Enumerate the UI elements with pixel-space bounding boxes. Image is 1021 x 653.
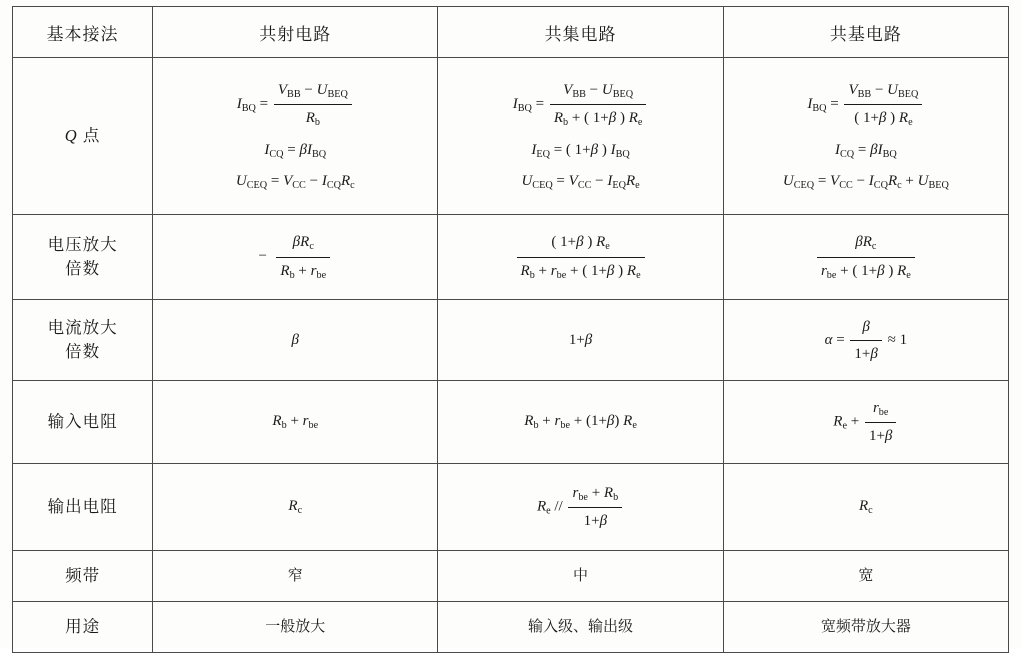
q-point-text: 点 bbox=[77, 126, 101, 146]
cell-bandwidth-common-emitter: 窄 bbox=[153, 551, 438, 602]
cell-current-gain-common-emitter bbox=[153, 300, 438, 381]
cell-voltage-gain-common-collector: $\frac{( 1+\beta ) R_e}{R_b + r_{be} + ( 1+\beta ) R_e}$ bbox=[438, 215, 723, 300]
amplifier-comparison-table bbox=[12, 6, 1009, 653]
equation-uceq-cc: $U_{CEQ} = V_{CC} - I_{EQ}R_e$ bbox=[521, 172, 640, 191]
table-row bbox=[13, 464, 1009, 551]
current-gain-line2: 倍数 bbox=[65, 342, 101, 361]
row-label-q-point bbox=[13, 58, 153, 215]
table-row bbox=[13, 300, 1009, 381]
cell-current-gain-common-collector: 1+β bbox=[438, 300, 723, 381]
equation-uceq-ce: $U_{CEQ} = V_{CC} - I_{CQ}R_c$ bbox=[235, 172, 355, 191]
voltage-gain-line1: 电压放大 bbox=[47, 235, 118, 255]
cell-voltage-gain-common-emitter: − $\frac{\beta R_c}{R_b + r_{be}}$ bbox=[153, 215, 438, 300]
equation-ieq-cc: $I_{EQ}$ = ( 1+β ) $I_{BQ}$ bbox=[531, 141, 630, 160]
row-label-bandwidth: 频带 bbox=[13, 551, 153, 602]
equation-ibq-ce: $I_{BQ}$ = $\frac{V_{BB} - U_{BEQ}}{R_b}$ bbox=[159, 78, 431, 131]
cell-output-resistance-common-emitter: $R_c$ bbox=[153, 464, 438, 551]
cell-voltage-gain-common-base: $\frac{\beta R_c}{r_{be} + ( 1+\beta ) R_e}$ bbox=[723, 215, 1008, 300]
header-cell-common-base: 共基电路 bbox=[723, 7, 1008, 58]
equation-uceq-cb: $U_{CEQ} = V_{CC} - I_{CQ}R_c + U_{BEQ}$ bbox=[782, 172, 949, 191]
current-gain-line1: 电流放大 bbox=[47, 318, 118, 338]
header-cell-basic-connection: 基本接法 bbox=[13, 7, 153, 58]
beta-symbol: β bbox=[584, 332, 593, 348]
header-cell-common-emitter: 共射电路 bbox=[153, 7, 438, 58]
cell-input-resistance-common-base: $R_e$ + $\frac{r_{be}}{1+\beta}$ bbox=[723, 381, 1008, 464]
equation-icq-ce: $I_{CQ} = \beta I_{BQ}$ bbox=[264, 141, 327, 160]
row-label-output-resistance: 输出电阻 bbox=[13, 464, 153, 551]
cell-output-resistance-common-collector: $R_e$ // $\frac{r_{be} + R_b}{1+\beta}$ bbox=[438, 464, 723, 551]
q-point-symbol: Q bbox=[64, 126, 78, 146]
header-cell-common-collector: 共集电路 bbox=[438, 7, 723, 58]
cell-usage-common-collector: 输入级、输出级 bbox=[438, 602, 723, 653]
row-label-input-resistance: 输入电阻 bbox=[13, 381, 153, 464]
cell-output-resistance-common-base: $R_c$ bbox=[723, 464, 1008, 551]
table-row bbox=[13, 551, 1009, 602]
cell-input-resistance-common-emitter: $R_b + r_{be}$ bbox=[153, 381, 438, 464]
table-row bbox=[13, 381, 1009, 464]
equation-icq-cb: $I_{CQ} = \beta I_{BQ}$ bbox=[834, 141, 897, 160]
row-label-voltage-gain bbox=[13, 215, 153, 300]
cell-input-resistance-common-collector: $R_b + r_{be} + (1+\beta)$ $R_e$ bbox=[438, 381, 723, 464]
table-row bbox=[13, 602, 1009, 653]
equation-ibq-cb: $I_{BQ}$ = $\frac{V_{BB} - U_{BEQ}}{( 1+\beta ) R_e}$ bbox=[730, 78, 1002, 131]
table-header-row bbox=[13, 7, 1009, 58]
row-label-current-gain bbox=[13, 300, 153, 381]
cell-q-point-common-base bbox=[723, 58, 1008, 215]
cell-bandwidth-common-base: 宽 bbox=[723, 551, 1008, 602]
beta-symbol: β bbox=[291, 332, 300, 348]
cell-q-point-common-collector bbox=[438, 58, 723, 215]
table-row bbox=[13, 58, 1009, 215]
cell-q-point-common-emitter bbox=[153, 58, 438, 215]
cell-bandwidth-common-collector: 中 bbox=[438, 551, 723, 602]
cell-usage-common-base: 宽频带放大器 bbox=[723, 602, 1008, 653]
row-label-usage: 用途 bbox=[13, 602, 153, 653]
cell-current-gain-common-base: α = $\frac{\beta}{1+\beta}$ ≈ 1 bbox=[723, 300, 1008, 381]
table-row bbox=[13, 215, 1009, 300]
cell-usage-common-emitter: 一般放大 bbox=[153, 602, 438, 653]
voltage-gain-line2: 倍数 bbox=[65, 259, 101, 278]
equation-ibq-cc: $I_{BQ}$ = $\frac{V_{BB} - U_{BEQ}}{R_b + ( 1+\beta ) R_e}$ bbox=[444, 78, 716, 131]
